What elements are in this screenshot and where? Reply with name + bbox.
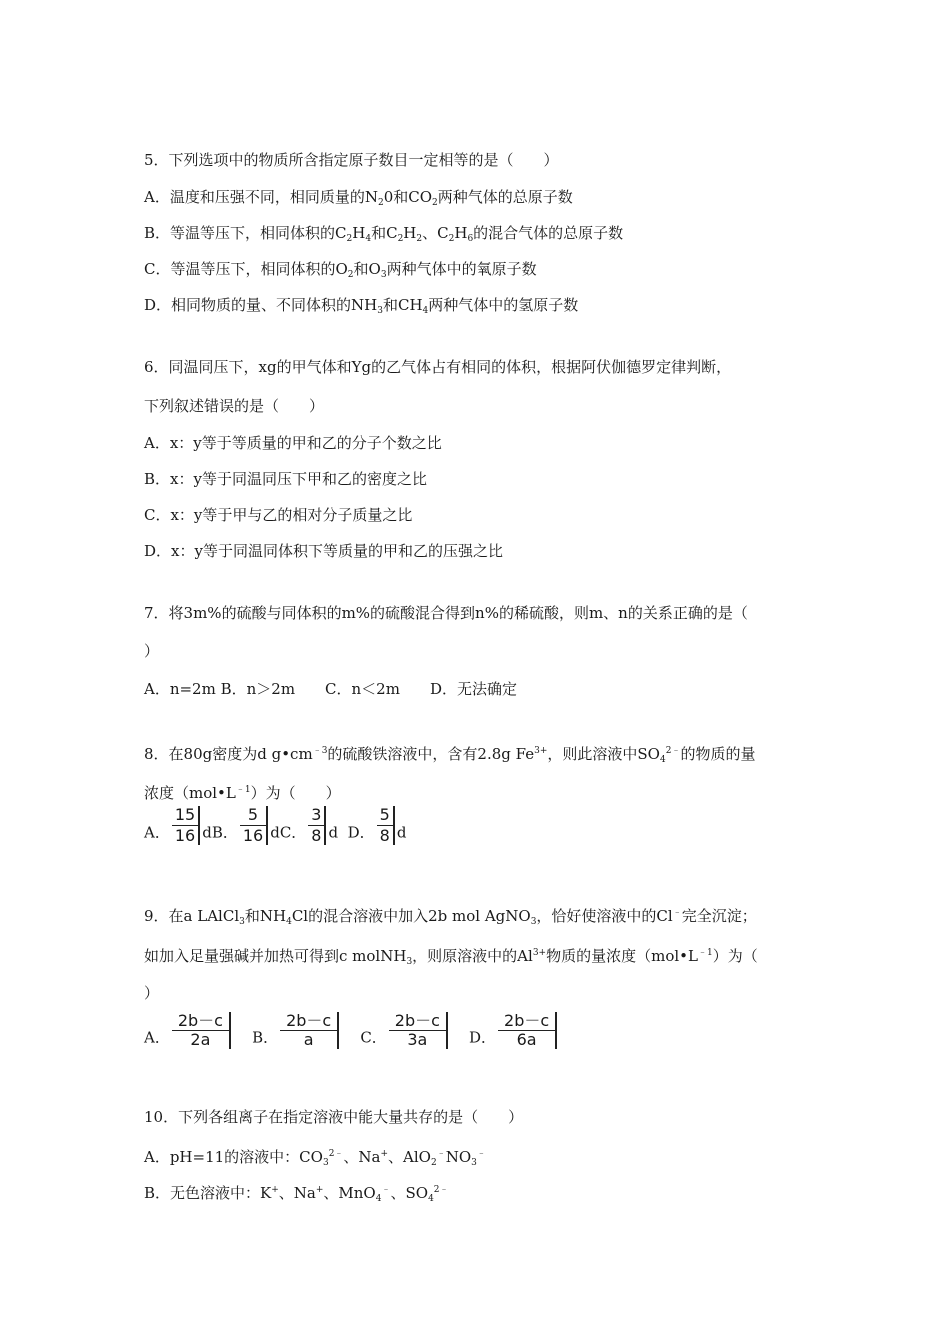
q9-stem-line2: 如加入足量强碱并加热可得到c molNH$_3$，则原溶液中的$Al^{3+}$物质的量浓度$(mol•L^{﹣1})$为（ (144, 947, 758, 967)
q9-stem-line1: 9．在a LAlCl$_3$和$NH_4Cl$的混合溶液中加入2b mol AgNO$_3$，恰好使溶液中的Cl﹣完全沉淀； (144, 907, 757, 927)
q5-stem: 5．下列选项中的物质所含指定原子数目一定相等的是（ ） (144, 151, 559, 169)
fraction: $\frac{2b-c}{a}$ (280, 1012, 339, 1049)
q6-stem-line1: 6．同温同压下，xg的甲气体和Yg的乙气体占有相同的体积，根据阿伏伽德罗定律判断， (144, 358, 732, 376)
q9-option-d: D． $\frac{2b-c}{6a}$ (469, 1020, 559, 1057)
q6-option-a: A．x：y等于等质量的甲和乙的分子个数之比 (144, 434, 442, 452)
fraction: $\frac{2b-c}{3a}$ (389, 1012, 448, 1049)
q8-stem-line2: 浓度$(mol•L^{﹣1})$为（ ） (144, 784, 341, 802)
fraction: $\frac{5}{8}$ (377, 806, 395, 845)
q10-option-b: B．无色溶液中：K+、Na+、MnO$_4$﹣、$SO_4^{2﹣}$ (144, 1184, 449, 1204)
fraction: $\frac{2b-c}{6a}$ (498, 1012, 557, 1049)
q8-options (144, 805, 407, 853)
q8-option-c: C． $\frac{3}{8}$ d (279, 805, 339, 845)
q8-stem-line1: 8．在80g密度为d $g•cm^{﹣3}$的硫酸铁溶液中，含有2.8g $Fe^{3+}$，则此溶液中$SO_4^{2﹣}$的物质的量 (144, 745, 756, 765)
q7-options: A．n=2m B．n＞2m C．n＜2m D．无法确定 (144, 680, 517, 698)
q9-options (144, 1011, 559, 1057)
q5-option-d: D．相同物质的量、不同体积的$NH_3$和$CH_4$两种气体中的氢原子数 (144, 296, 579, 316)
fraction: $\frac{15}{16}$ (172, 806, 200, 845)
q7-stem-line2: ） (144, 642, 160, 660)
q5-option-c: C．等温等压下，相同体积的$O_2$和$O_3$两种气体中的氧原子数 (144, 260, 537, 280)
q8-option-a: A． $\frac{15}{16}$ d (144, 805, 212, 845)
q9-option-c: C． $\frac{2b-c}{3a}$ (360, 1020, 450, 1057)
q9-option-b: B． $\frac{2b-c}{a}$ (252, 1020, 341, 1057)
q9-option-a: A． $\frac{2b-c}{2a}$ (144, 1020, 233, 1057)
q5-option-a: A．温度和压强不同，相同质量的$N_20$和$CO_2$两种气体的总原子数 (144, 188, 573, 208)
q10-stem: 10．下列各组离子在指定溶液中能大量共存的是（ ） (144, 1108, 524, 1126)
q8-option-b: B． $\frac{5}{16}$ d (211, 805, 280, 845)
q6-option-c: C．x：y等于甲与乙的相对分子质量之比 (144, 506, 413, 524)
q6-stem-line2: 下列叙述错误的是（ ） (144, 397, 325, 415)
fraction: $\frac{3}{8}$ (308, 806, 326, 845)
q8-option-d: D． $\frac{5}{8}$ d (347, 805, 407, 845)
q6-option-d: D．x：y等于同温同体积下等质量的甲和乙的压强之比 (144, 542, 503, 560)
q7-stem-line1: 7．将3m%的硫酸与同体积的m%的硫酸混合得到n%的稀硫酸，则m、n的关系正确的是（ (144, 604, 748, 622)
q9-stem-line3: ） (144, 984, 160, 1002)
fraction: $\frac{5}{16}$ (240, 806, 268, 845)
q6-option-b: B．x：y等于同温同压下甲和乙的密度之比 (144, 470, 427, 488)
q5-option-b: B．等温等压下，相同体积的$C_2H_4$和$C_2H_2$、$C_2H_6$的混合气体的总原子数 (144, 224, 624, 244)
fraction: $\frac{2b-c}{2a}$ (172, 1012, 231, 1049)
q10-option-a: A．pH=11的溶液中：$CO_3^{2﹣}$、Na+、$AlO_2^﹣NO_3^﹣$ (144, 1148, 486, 1168)
